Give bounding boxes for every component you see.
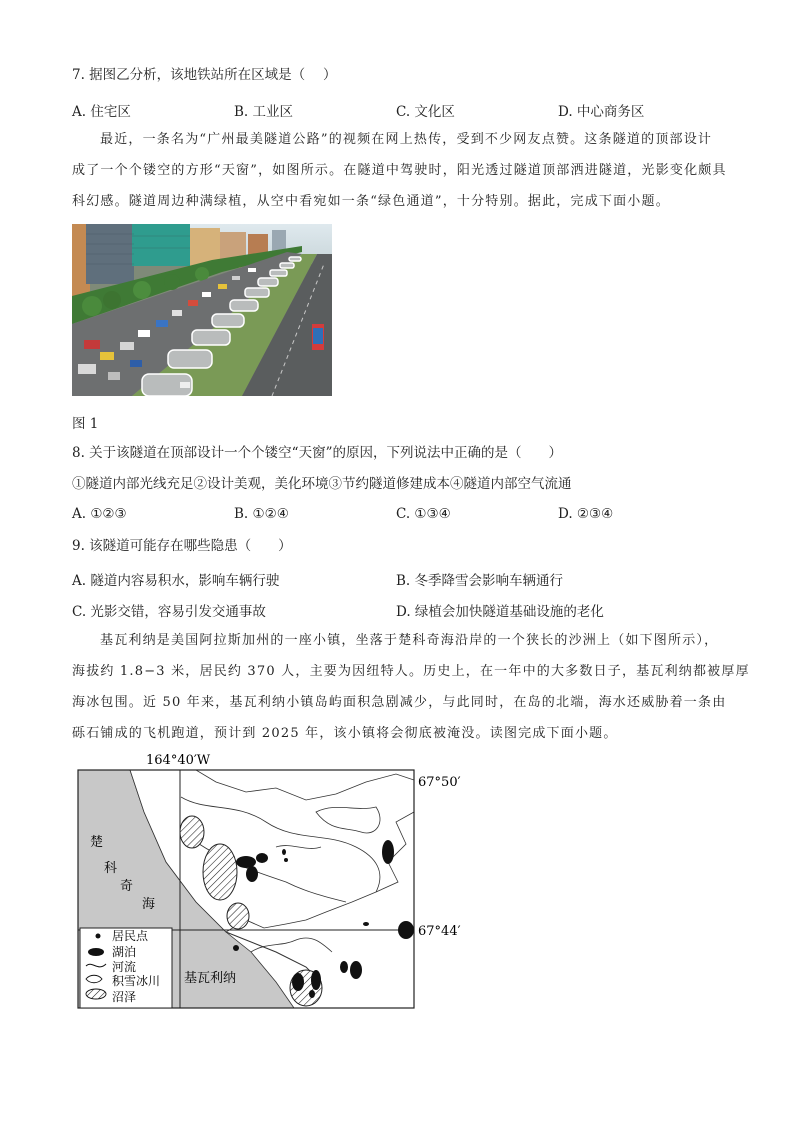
passage1-line-3: 科幻感。隧道周边种满绿植，从空中看宛如一条“绿色通道”，十分特别。据此，完成下面小题。 bbox=[72, 194, 670, 209]
sea-label-char-4: 海 bbox=[142, 897, 156, 912]
legend-glacier: 积雪冰川 bbox=[112, 974, 161, 988]
q9-option-b: B. 冬季降雪会影响车辆通行 bbox=[396, 573, 564, 589]
q8-option-b: B. ①②④ bbox=[234, 506, 289, 522]
legend-swamp: 沼泽 bbox=[112, 990, 137, 1004]
tunnel-aerial-photo bbox=[72, 224, 332, 396]
legend-lake: 湖泊 bbox=[112, 945, 137, 959]
sea-label-char-3: 奇 bbox=[120, 879, 134, 894]
passage1-line-1: 最近，一条名为“广州最美隧道公路”的视频在网上热传，受到不少网友点赞。这条隧道的顶部设计 bbox=[100, 132, 713, 147]
passage2-line-3: 海冰包围。近 50 年来，基瓦利纳小镇岛屿面积急剧减少，与此同时，在岛的北端，海水还威胁着一条由 bbox=[72, 695, 727, 710]
q9-stem: 9. 该隧道可能存在哪些隐患（ ） bbox=[72, 538, 292, 554]
passage1-line-2: 成了一个个镂空的方形“天窗”，如图所示。在隧道中驾驶时，阳光透过隧道顶部洒进隧道，光影变化颇具 bbox=[72, 163, 727, 178]
passage2-line-1: 基瓦利纳是美国阿拉斯加州的一座小镇，坐落于楚科奇海沿岸的一个狭长的沙洲上（如下图所示）， bbox=[100, 633, 719, 648]
q8-option-a: A. ①②③ bbox=[72, 506, 127, 522]
kivalina-map bbox=[76, 752, 476, 1014]
q9-option-c: C. 光影交错，容易引发交通事故 bbox=[72, 604, 266, 620]
q7-option-d: D. 中心商务区 bbox=[558, 104, 645, 120]
map-lat-bottom-label: 67°44′ bbox=[418, 924, 461, 939]
figure1-caption: 图 1 bbox=[72, 416, 99, 432]
town-label: 基瓦利纳 bbox=[184, 971, 237, 986]
legend-river: 河流 bbox=[112, 960, 137, 974]
q7-option-b: B. 工业区 bbox=[234, 104, 294, 120]
q8-stem: 8. 关于该隧道在顶部设计一个个镂空“天窗”的原因，下列说法中正确的是（ ） bbox=[72, 445, 562, 461]
q8-statements: ①隧道内部光线充足②设计美观，美化环境③节约隧道修建成本④隧道内部空气流通 bbox=[72, 476, 572, 492]
q7-option-c: C. 文化区 bbox=[396, 104, 455, 120]
q7-option-a: A. 住宅区 bbox=[72, 104, 131, 120]
q7-stem: 7. 据图乙分析，该地铁站所在区域是（ ） bbox=[72, 67, 337, 83]
sea-label-char-2: 科 bbox=[104, 861, 118, 876]
sea-label-char-1: 楚 bbox=[90, 835, 104, 850]
map-longitude-label: 164°40′W bbox=[146, 753, 211, 768]
passage2-line-2: 海拔约 1.8−3 米，居民约 370 人，主要为因纽特人。历史上，在一年中的大多数日子，基瓦利纳都被厚厚 bbox=[72, 664, 750, 679]
q8-option-d: D. ②③④ bbox=[558, 506, 614, 522]
q8-option-c: C. ①③④ bbox=[396, 506, 451, 522]
legend-settlement: 居民点 bbox=[112, 929, 149, 943]
q9-option-a: A. 隧道内容易积水，影响车辆行驶 bbox=[72, 573, 280, 589]
q9-option-d: D. 绿植会加快隧道基础设施的老化 bbox=[396, 604, 604, 620]
passage2-line-4: 砾石铺成的飞机跑道，预计到 2025 年，该小镇将会彻底被淹没。读图完成下面小题。 bbox=[72, 726, 618, 741]
map-lat-top-label: 67°50′ bbox=[418, 775, 461, 790]
